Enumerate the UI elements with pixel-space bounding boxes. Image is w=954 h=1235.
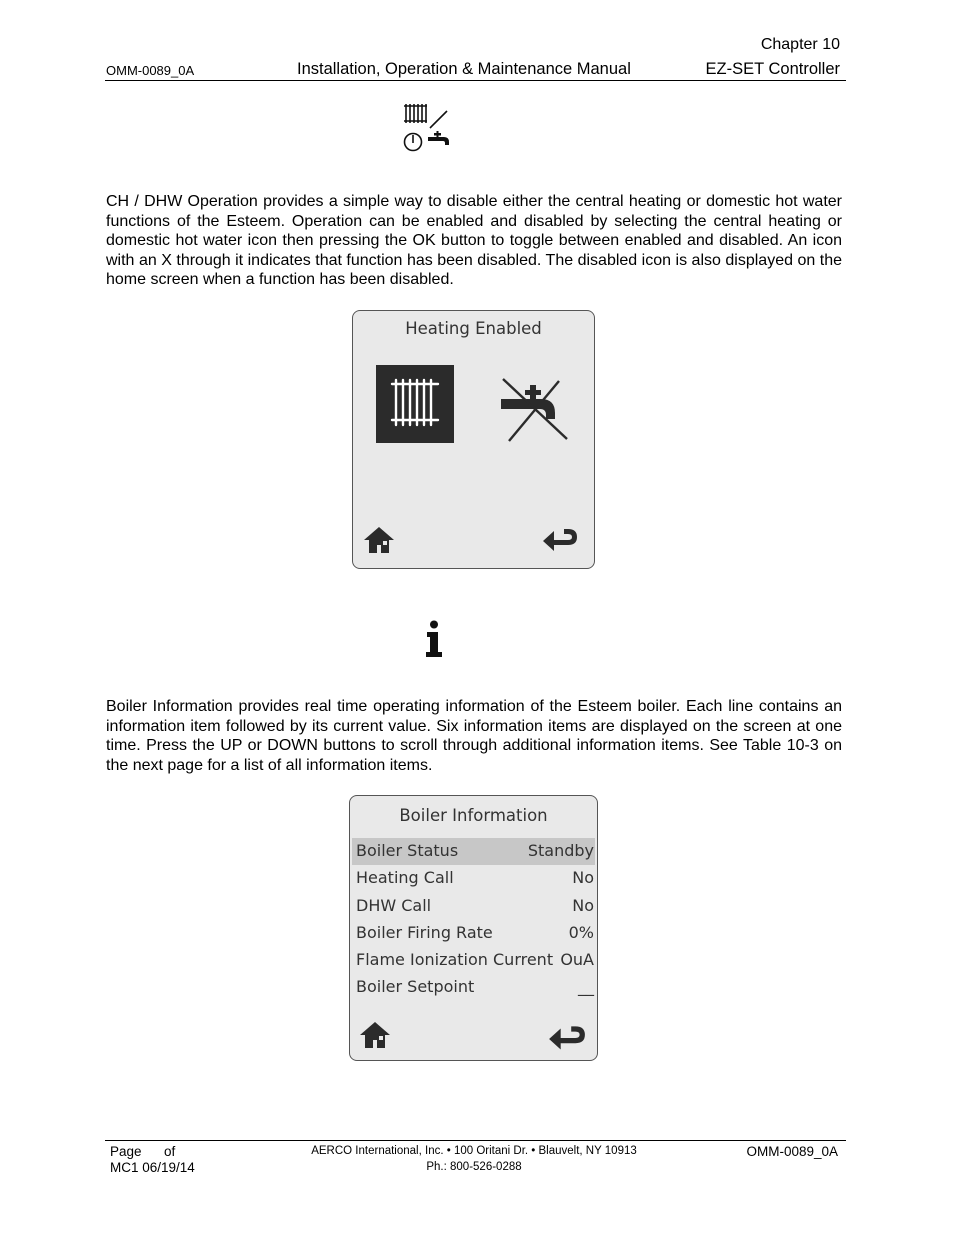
radiator-icon <box>376 365 454 443</box>
page-number: Page of <box>110 1144 176 1159</box>
info-row-firing-rate[interactable] <box>352 920 595 947</box>
row-value: No <box>572 868 594 888</box>
info-row-dhw-call[interactable] <box>352 893 595 920</box>
row-value: Standby <box>527 841 594 860</box>
row-label: Flame Ionization Current <box>356 950 554 970</box>
faucet-disabled-icon[interactable] <box>495 377 571 443</box>
row-value: 0% <box>568 922 594 942</box>
revision-date: MC1 06/19/14 <box>110 1160 195 1175</box>
header-doc-number: OMM-0089_0A <box>106 63 195 78</box>
ch-dhw-operation-icon <box>400 102 454 154</box>
ch-dhw-description: CH / DHW Operation provides a simple way to disable either the central heating or domestic hot water functions of the Esteem. Operation can be enabled and disabled by selecting the central heating or domestic hot water icon then pressing the OK button to toggle between enabled and disabled. An icon with an X through it indicates that function has been disabled. The disabled icon is also displayed on the home screen when a function has been disabled. <box>106 193 842 289</box>
row-label: Boiler Firing Rate <box>356 922 493 942</box>
heating-enabled-screen <box>352 310 595 569</box>
row-label: Boiler Status <box>356 841 459 860</box>
boiler-information-screen <box>349 795 598 1061</box>
footer-divider <box>105 1140 846 1141</box>
info-row-boiler-status[interactable] <box>352 838 595 865</box>
boiler-info-description: Boiler Information provides real time operating information of the Esteem boiler. Each line contains an information item followed by its current value. Six information items are displayed on the screen at one time. Press the UP or DOWN buttons to scroll through additional information items. See Table 10-3 on the next page for a list of all information items. <box>106 698 842 774</box>
info-icon <box>424 620 444 658</box>
footer-doc-number: OMM-0089_0A <box>746 1144 838 1159</box>
back-arrow-icon[interactable] <box>547 1024 587 1054</box>
info-row-heating-call[interactable] <box>352 865 595 892</box>
home-icon[interactable] <box>363 525 395 555</box>
radiator-tile[interactable] <box>376 365 454 443</box>
row-value: OuA <box>560 950 594 970</box>
company-address: AERCO International, Inc. • 100 Oritani Dr. • Blauvelt, NY 10913 <box>311 1145 637 1157</box>
home-icon[interactable] <box>359 1020 391 1050</box>
info-list <box>352 838 595 1002</box>
header-divider <box>105 80 846 81</box>
back-arrow-icon[interactable] <box>541 527 579 555</box>
row-label: Heating Call <box>356 868 454 888</box>
screen-title: Heating Enabled <box>405 319 542 338</box>
screen-title: Boiler Information <box>399 806 548 825</box>
chapter-label: Chapter 10 <box>760 36 840 53</box>
product-title: EZ-SET Controller <box>705 60 840 78</box>
row-label: Boiler Setpoint <box>356 977 475 997</box>
row-label: DHW Call <box>356 895 432 915</box>
company-phone: Ph.: 800-526-0288 <box>426 1161 522 1173</box>
row-value: __ <box>578 977 594 997</box>
row-value: No <box>572 895 594 915</box>
info-row-flame-ionization[interactable] <box>352 947 595 974</box>
info-row-boiler-setpoint[interactable] <box>352 974 595 1001</box>
manual-title: Installation, Operation & Maintenance Manual <box>297 60 631 78</box>
